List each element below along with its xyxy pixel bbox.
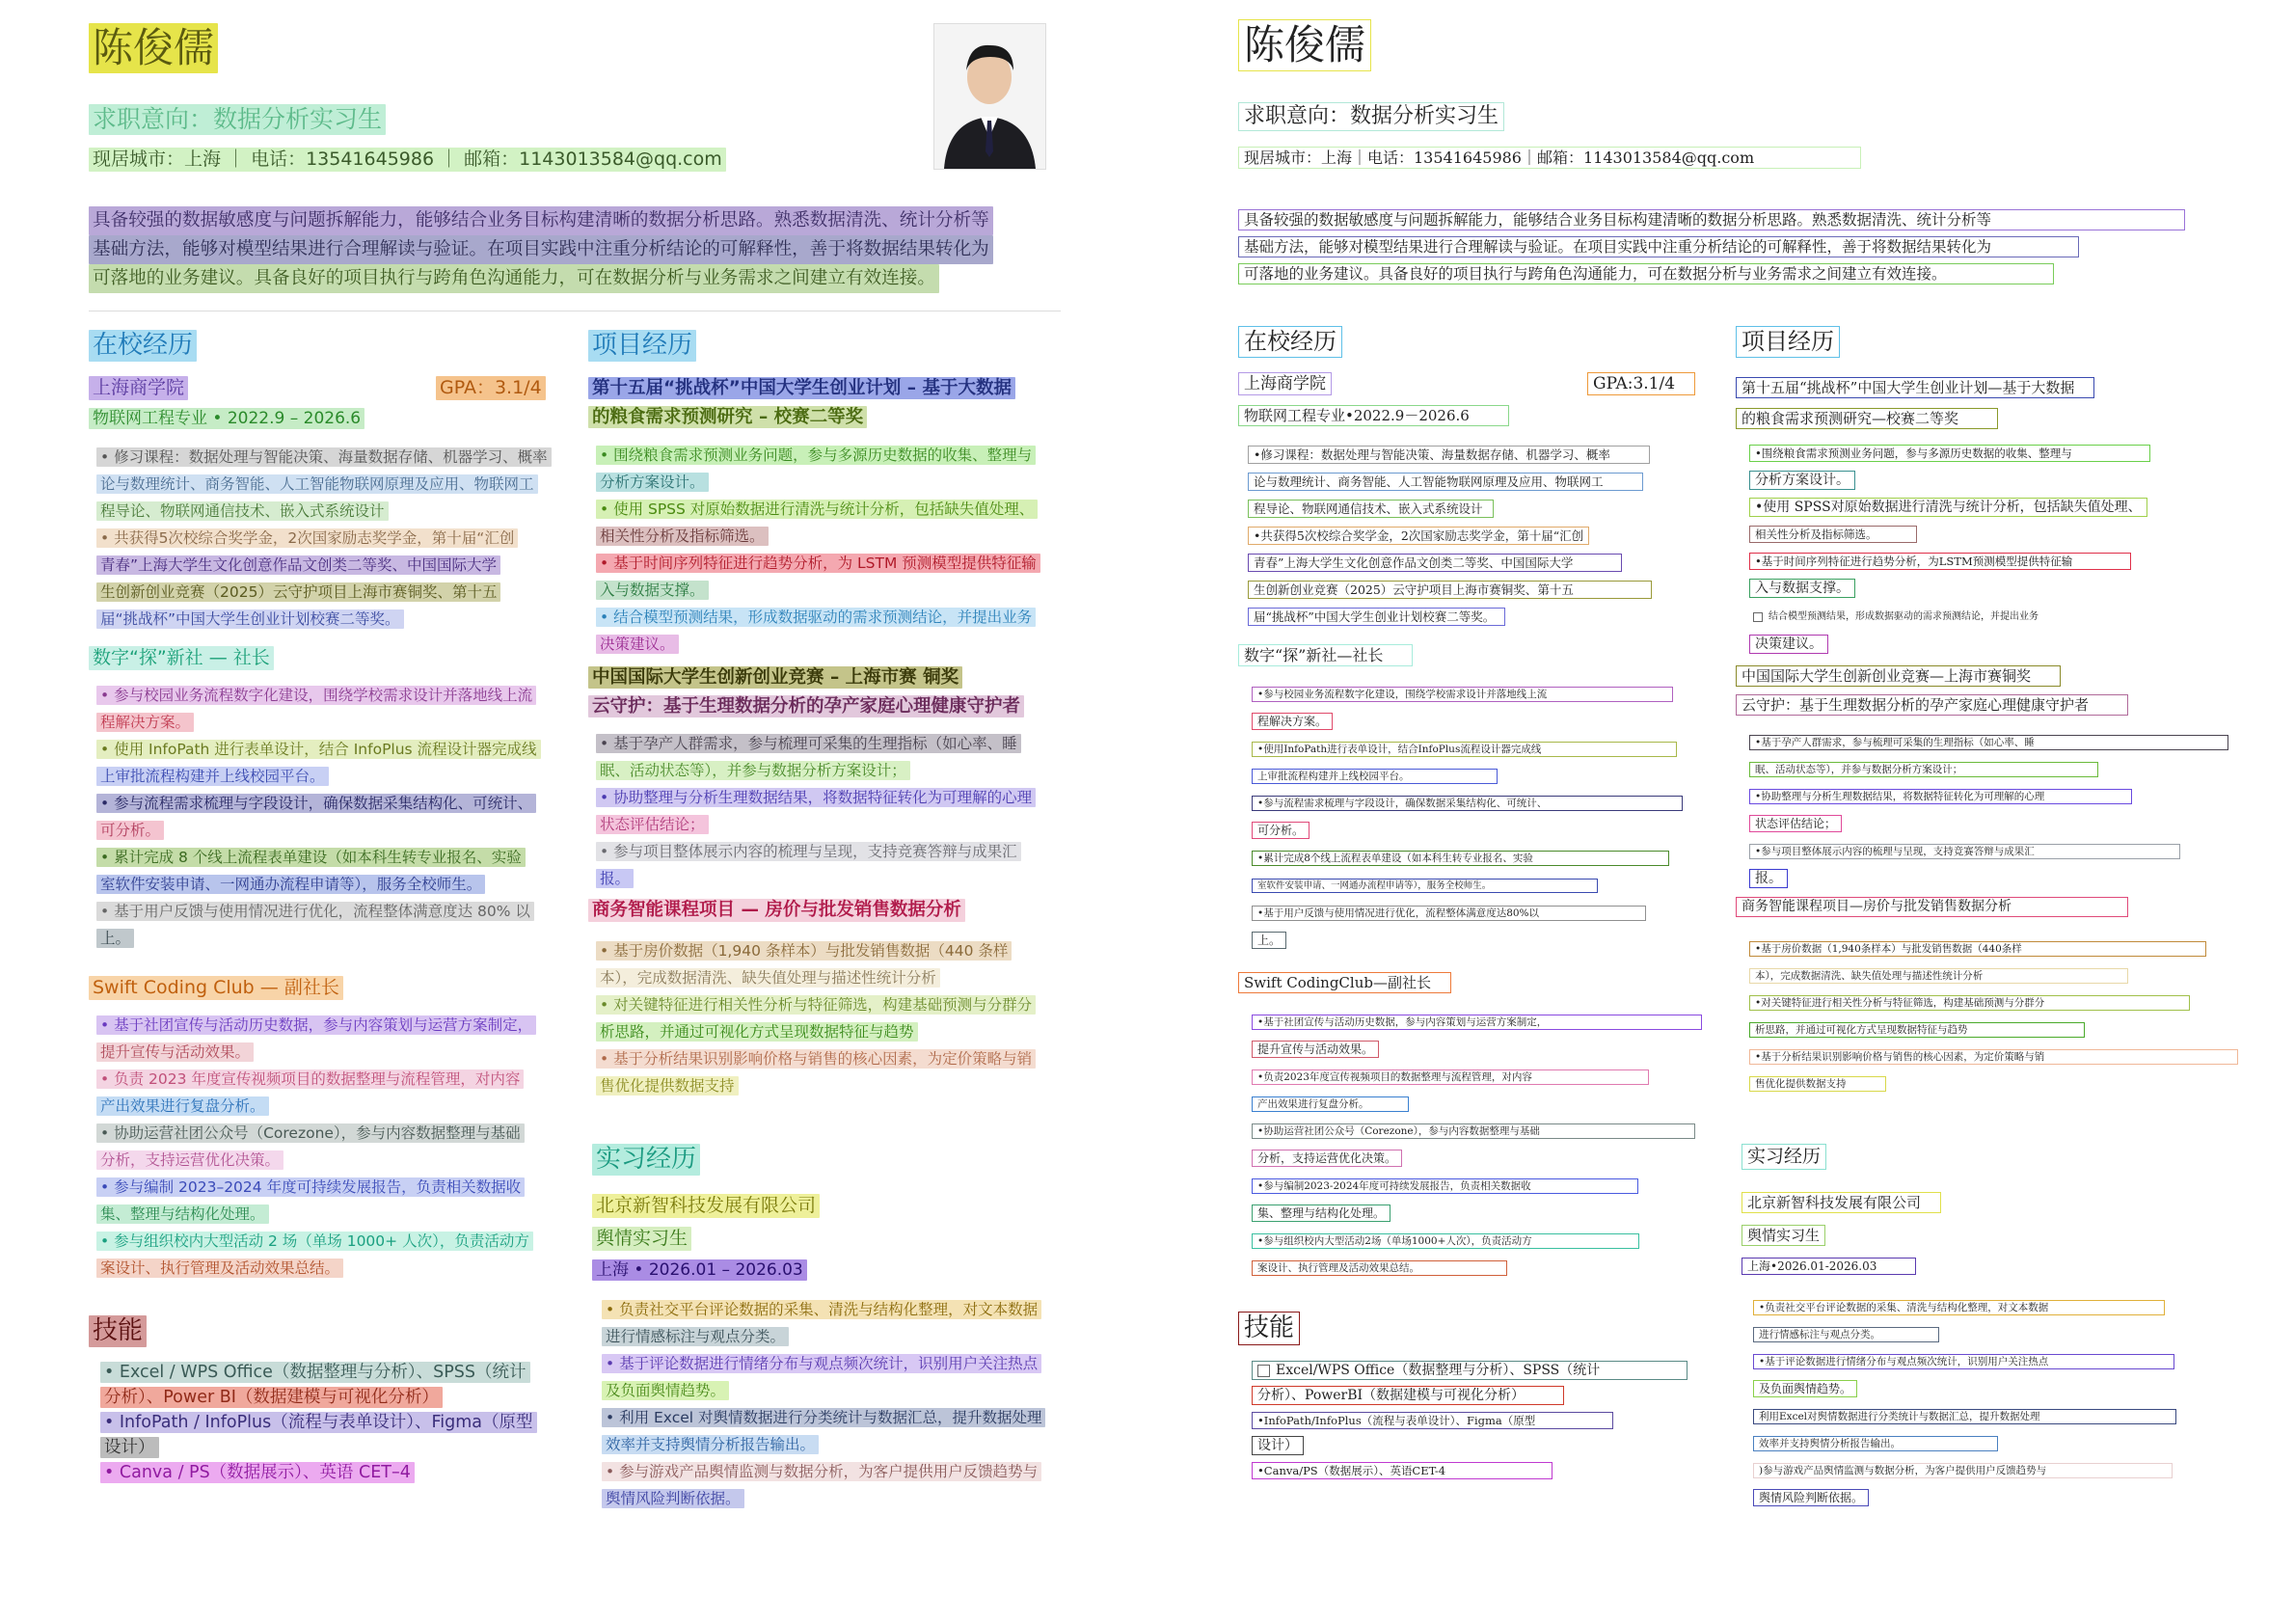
detail-line: 室软件安装申请、一网通办流程申请等），服务全校师生。	[96, 875, 485, 894]
project-title-line: 中国国际大学生创新创业竞赛 – 上海市赛 铜奖	[588, 666, 962, 689]
detail-line: 生创新创业竞赛（2025）云守护项目上海市赛铜奖、第十五	[96, 582, 500, 602]
detail-line: 决策建议。	[596, 635, 679, 654]
detail-line: 报。	[1749, 869, 1788, 888]
detail-line: 舆情风险判断依据。	[602, 1489, 744, 1508]
detail-line: • 基于孕产人群需求，参与梳理可采集的生理指标（如心率、睡	[596, 734, 1021, 753]
detail-line: •修习课程：数据处理与智能决策、海量数据存储、机器学习、概率	[1248, 446, 1650, 464]
detail-line: •负责2023年度宣传视频项目的数据整理与流程管理，对内容	[1252, 1069, 1649, 1085]
detail-line: • 围绕粮食需求预测业务问题，参与多源历史数据的收集、整理与	[596, 446, 1036, 465]
section-heading-project: 项目经历	[588, 330, 696, 362]
detail-line: • 负责 2023 年度宣传视频项目的数据整理与流程管理，对内容	[96, 1069, 524, 1089]
detail-text: 结合模型预测结果，形成数据驱动的需求预测结论，并提出业务	[1768, 611, 2038, 622]
summary-line: 基础方法，能够对模型结果进行合理解读与验证。在项目实践中注重分析结论的可解释性，善于将数据结果转化为	[1238, 236, 2079, 257]
detail-line: •累计完成8个线上流程表单建设（如本科生转专业报名、实验	[1252, 851, 1669, 866]
detail-line: • 共获得5次校综合奖学金，2次国家励志奖学金，第十届“汇创	[96, 528, 518, 548]
skill-line	[1252, 1361, 1688, 1380]
detail-line: • 参与游戏产品舆情监测与数据分析，为客户提供用户反馈趋势与	[602, 1462, 1041, 1481]
detail-line: 程解决方案。	[1252, 713, 1333, 730]
detail-line: • 基于分析结果识别影响价格与销售的核心因素，为定价策略与销	[596, 1049, 1036, 1069]
section-heading-intern: 实习经历	[592, 1144, 700, 1176]
detail-line: 产出效果进行复盘分析。	[96, 1096, 269, 1116]
detail-line: •对关键特征进行相关性分析与特征筛选，构建基础预测与分群分	[1749, 995, 2190, 1011]
detail-line: • 基于房价数据（1,940 条样本）与批发销售数据（440 条样	[596, 941, 1012, 961]
detail-line	[1749, 610, 2042, 623]
detail-line: 状态评估结论；	[596, 815, 709, 834]
club2-details	[96, 1012, 536, 1282]
contact-info: 现居城市：上海｜电话：13541645986｜邮箱：1143013584@qq.com	[1238, 147, 1861, 169]
skill-text: Excel/WPS Office（数据整理与分析）、SPSS（统计	[1276, 1363, 1601, 1378]
detail-line: 可分析。	[1252, 822, 1310, 839]
detail-line: • 对关键特征进行相关性分析与特征筛选，构建基础预测与分群分	[596, 995, 1036, 1015]
detail-line: 可分析。	[96, 821, 164, 840]
club1-details	[1252, 681, 1683, 955]
section-heading-intern: 实习经历	[1742, 1144, 1826, 1170]
detail-line: •负责社交平台评论数据的采集、清洗与结构化整理，对文本数据	[1753, 1300, 2165, 1315]
club2-title: Swift CodingClub—副社长	[1238, 972, 1451, 993]
detail-line: • 协助运营社团公众号（Corezone），参与内容数据整理与基础	[96, 1123, 525, 1143]
project2-title	[1736, 662, 2128, 719]
project3-title: 商务智能课程项目—房价与批发销售数据分析	[1736, 897, 2128, 917]
detail-line: 本），完成数据清洗、缺失值处理与描述性统计分析	[596, 968, 940, 988]
project1-title	[1736, 372, 2094, 434]
school-details	[96, 444, 552, 633]
skill-line: • InfoPath / InfoPlus（流程与表单设计）、Figma（原型	[100, 1412, 537, 1433]
school-name: 上海商学院	[1238, 372, 1332, 395]
detail-line: 决策建议。	[1749, 635, 1828, 654]
skill-line: •InfoPath/InfoPlus（流程与表单设计）、Figma（原型	[1252, 1412, 1613, 1429]
project1-details	[1749, 440, 2150, 658]
detail-line: 分析，支持运营优化决策。	[1252, 1150, 1402, 1167]
skill-line: 设计）	[100, 1437, 159, 1458]
skill-line: • Excel / WPS Office（数据整理与分析）、SPSS（统计	[100, 1362, 530, 1383]
detail-line: •基于分析结果识别影响价格与销售的核心因素，为定价策略与销	[1749, 1049, 2238, 1065]
detail-line: • 负责社交平台评论数据的采集、清洗与结构化整理，对文本数据	[602, 1300, 1041, 1319]
detail-line: •基于时间序列特征进行趋势分析，为LSTM预测模型提供特征输	[1749, 553, 2131, 570]
skill-line: 分析）、PowerBI（数据建模与可视化分析）	[1252, 1386, 1564, 1405]
intern-details	[1753, 1294, 2176, 1512]
detail-line: 青春”上海大学生文化创意作品文创类二等奖、中国国际大学	[96, 555, 500, 575]
detail-line: •基于用户反馈与使用情况进行优化，流程整体满意度达80%以	[1252, 906, 1646, 921]
detail-line: 集、整理与结构化处理。	[1252, 1204, 1390, 1222]
detail-line: • 修习课程：数据处理与智能决策、海量数据存储、机器学习、概率	[96, 447, 552, 467]
detail-line: • 参与组织校内大型活动 2 场（单场 1000+ 人次），负责活动方	[96, 1232, 533, 1251]
detail-line: 及负面舆情趋势。	[1753, 1380, 1857, 1397]
intern-details	[602, 1296, 1045, 1512]
detail-line: 上审批流程构建并上线校园平台。	[1252, 769, 1498, 784]
project-title-line: 的粮食需求预测研究—校赛二等奖	[1736, 408, 1998, 429]
section-heading-school: 在校经历	[1238, 326, 1342, 358]
section-heading-skills: 技能	[1238, 1312, 1300, 1345]
detail-line: •参与组织校内大型活动2场（单场1000+人次），负责活动方	[1252, 1233, 1639, 1249]
detail-line: • 参与流程需求梳理与字段设计，确保数据采集结构化、可统计、	[96, 794, 536, 813]
detail-line: •协助运营社团公众号（Corezone），参与内容数据整理与基础	[1252, 1123, 1695, 1139]
detail-line: 上。	[1252, 932, 1286, 949]
contact-info: 现居城市：上海 ｜ 电话：13541645986 ｜ 邮箱：1143013584@qq.com	[89, 148, 726, 172]
major-period: 物联网工程专业 • 2022.9 – 2026.6	[89, 408, 364, 429]
detail-line: 上审批流程构建并上线校园平台。	[96, 767, 329, 786]
detail-line: •参与项目整体展示内容的梳理与呈现，支持竞赛答辩与成果汇	[1749, 844, 2180, 859]
intern-date: 上海•2026.01-2026.03	[1742, 1258, 1916, 1275]
detail-line: 眠、活动状态等），并参与数据分析方案设计；	[596, 761, 910, 780]
skills-list	[100, 1360, 537, 1485]
intern-company: 北京新智科技发展有限公司	[1742, 1192, 1941, 1213]
club1-title: 数字“探”新社—社长	[1238, 644, 1413, 666]
portrait-photo-icon	[933, 23, 1046, 170]
detail-line: •使用InfoPath进行表单设计，结合InfoPlus流程设计器完成线	[1252, 742, 1677, 757]
detail-line: 案设计、执行管理及活动效果总结。	[96, 1259, 343, 1278]
detail-line: • 协助整理与分析生理数据结果，将数据特征转化为可理解的心理	[596, 788, 1036, 807]
detail-line: 届“挑战杯”中国大学生创业计划校赛二等奖。	[96, 609, 404, 629]
detail-line: 本），完成数据清洗、缺失值处理与描述性统计分析	[1749, 968, 2128, 984]
school-details	[1248, 442, 1652, 631]
skill-line: •Canva/PS（数据展示）、英语CET-4	[1252, 1462, 1552, 1479]
detail-line: 生创新创业竞赛（2025）云守护项目上海市赛铜奖、第十五	[1248, 581, 1652, 599]
detail-line: 届“挑战杯”中国大学生创业计划校赛二等奖。	[1248, 608, 1505, 626]
detail-line: 青春”上海大学生文化创意作品文创类二等奖、中国国际大学	[1248, 554, 1622, 572]
detail-line: 分析，支持运营优化决策。	[96, 1150, 284, 1170]
detail-line: •围绕粮食需求预测业务问题，参与多源历史数据的收集、整理与	[1749, 445, 2150, 462]
job-objective: 求职意向：数据分析实习生	[89, 104, 386, 135]
detail-line: • 累计完成 8 个线上流程表单建设（如本科生转专业报名、实验	[96, 848, 526, 867]
project-title-line: 中国国际大学生创新创业竞赛—上海市赛铜奖	[1736, 665, 2061, 687]
detail-line: •基于孕产人群需求，参与梳理可采集的生理指标（如心率、睡	[1749, 735, 2228, 750]
project-title-line: 第十五届“挑战杯”中国大学生创业计划—基于大数据	[1736, 377, 2094, 398]
project-title-line: 云守护：基于生理数据分析的孕产家庭心理健康守护者	[1736, 694, 2128, 716]
detail-line: • 参与校园业务流程数字化建设，围绕学校需求设计并落地线上流	[96, 686, 536, 705]
project3-title: 商务智能课程项目 — 房价与批发销售数据分析	[588, 899, 965, 922]
detail-line: • 参与编制 2023–2024 年度可持续发展报告，负责相关数据收	[96, 1177, 525, 1197]
summary-line: 具备较强的数据敏感度与问题拆解能力，能够结合业务目标构建清晰的数据分析思路。熟悉数据清洗、统计分析等	[1238, 209, 2185, 230]
summary-line: 可落地的业务建议。具备良好的项目执行与跨角色沟通能力，可在数据分析与业务需求之间建立有效连接。	[1238, 263, 2054, 284]
name-heading: 陈俊儒	[89, 23, 218, 73]
detail-line: 集、整理与结构化处理。	[96, 1204, 269, 1224]
detail-line: •共获得5次校综合奖学金，2次国家励志奖学金，第十届“汇创	[1248, 527, 1589, 545]
detail-line: • 基于社团宣传与活动历史数据，参与内容策划与运营方案制定，	[96, 1015, 536, 1035]
detail-line: 效率并支持舆情分析报告输出。	[602, 1435, 819, 1454]
detail-line: • 基于时间序列特征进行趋势分析，为 LSTM 预测模型提供特征输	[596, 554, 1040, 573]
major-period: 物联网工程专业•2022.9－2026.6	[1238, 405, 1509, 426]
detail-line: 论与数理统计、商务智能、人工智能物联网原理及应用、物联网工	[96, 474, 538, 494]
intern-date: 上海 • 2026.01 – 2026.03	[592, 1259, 807, 1281]
detail-line: 分析方案设计。	[1749, 471, 1855, 490]
detail-line: 析思路，并通过可视化方式呈现数据特征与趋势	[1749, 1022, 2085, 1038]
detail-line: 相关性分析及指标筛选。	[596, 527, 769, 546]
project3-details	[1749, 935, 2238, 1097]
project3-details	[596, 937, 1036, 1099]
detail-line: 眠、活动状态等），并参与数据分析方案设计；	[1749, 762, 2098, 777]
project-title-line: 第十五届“挑战杯”中国大学生创业计划 – 基于大数据	[588, 377, 1015, 399]
detail-line: 提升宣传与活动效果。	[96, 1042, 254, 1062]
skill-line: • Canva / PS（数据展示）、英语 CET–4	[100, 1462, 415, 1483]
project2-title	[588, 663, 1024, 721]
checkbox-icon	[1257, 1365, 1270, 1377]
detail-line: •基于评论数据进行情绪分布与观点频次统计，识别用户关注热点	[1753, 1354, 2174, 1369]
detail-line: •协助整理与分析生理数据结果，将数据特征转化为可理解的心理	[1749, 789, 2132, 804]
intern-company: 北京新智科技发展有限公司	[592, 1194, 820, 1218]
detail-line: 析思路，并通过可视化方式呈现数据特征与趋势	[596, 1022, 918, 1042]
detail-line: 程导论、物联网通信技术、嵌入式系统设计	[96, 501, 389, 521]
skills-list	[1252, 1358, 1688, 1483]
project1-details	[596, 442, 1040, 658]
detail-line: 论与数理统计、商务智能、人工智能物联网原理及应用、物联网工	[1248, 473, 1643, 491]
section-heading-school: 在校经历	[89, 330, 197, 362]
detail-line: 入与数据支撑。	[596, 581, 709, 600]
detail-line: • 基于评论数据进行情绪分布与观点频次统计，识别用户关注热点	[602, 1354, 1041, 1373]
detail-line: 案设计、执行管理及活动效果总结。	[1252, 1260, 1507, 1276]
detail-line: 提升宣传与活动效果。	[1252, 1041, 1379, 1058]
summary-paragraph	[1238, 206, 2185, 287]
summary-line: 具备较强的数据敏感度与问题拆解能力，能够结合业务目标构建清晰的数据分析思路。熟悉数据清洗、统计分析等	[89, 206, 993, 235]
detail-line: •参与流程需求梳理与字段设计，确保数据采集结构化、可统计、	[1252, 796, 1683, 811]
summary-line: 可落地的业务建议。具备良好的项目执行与跨角色沟通能力，可在数据分析与业务需求之间建立有效连接。	[89, 264, 939, 293]
detail-line: 售优化提供数据支持	[1749, 1076, 1886, 1092]
detail-line: 状态评估结论；	[1749, 815, 1842, 832]
club2-title: Swift Coding Club — 副社长	[89, 976, 343, 1000]
section-heading-skills: 技能	[89, 1315, 147, 1347]
intern-role: 舆情实习生	[1742, 1225, 1825, 1246]
club1-details	[96, 682, 541, 952]
detail-line: •基于房价数据（1,940条样本）与批发销售数据（440条样	[1749, 941, 2206, 957]
detail-line: 室软件安装申请、一网通办流程申请等），服务全校师生。	[1252, 879, 1598, 893]
detail-line: • 基于用户反馈与使用情况进行优化，流程整体满意度达 80% 以	[96, 902, 534, 921]
detail-line: • 结合模型预测结果，形成数据驱动的需求预测结论，并提出业务	[596, 608, 1036, 627]
skill-line: 分析）、Power BI（数据建模与可视化分析）	[100, 1387, 443, 1408]
detail-line: •基于社团宣传与活动历史数据，参与内容策划与运营方案制定，	[1252, 1015, 1702, 1030]
job-objective: 求职意向：数据分析实习生	[1238, 102, 1504, 131]
gpa-value: GPA:3.1/4	[1587, 372, 1695, 395]
detail-line: 相关性分析及指标筛选。	[1749, 526, 1917, 543]
detail-line: 上。	[96, 929, 134, 948]
detail-line: 分析方案设计。	[596, 473, 709, 492]
detail-line: 及负面舆情趋势。	[602, 1381, 729, 1400]
project2-details	[1749, 729, 2228, 893]
gpa-value: GPA：3.1/4	[436, 376, 546, 400]
checkbox-icon	[1753, 612, 1763, 622]
detail-line: 程导论、物联网通信技术、嵌入式系统设计	[1248, 500, 1494, 518]
detail-line: 利用Excel对舆情数据进行分类统计与数据汇总，提升数据处理	[1753, 1409, 2176, 1424]
detail-line: 效率并支持舆情分析报告输出。	[1753, 1436, 1998, 1451]
summary-line: 基础方法，能够对模型结果进行合理解读与验证。在项目实践中注重分析结论的可解释性，善于将数据结果转化为	[89, 235, 993, 264]
club2-details	[1252, 1009, 1702, 1282]
club1-title: 数字“探”新社 — 社长	[89, 646, 274, 670]
section-heading-project: 项目经历	[1736, 326, 1840, 358]
detail-line: )参与游戏产品舆情监测与数据分析，为客户提供用户反馈趋势与	[1753, 1463, 2173, 1478]
intern-role: 舆情实习生	[592, 1227, 691, 1251]
detail-line: • 使用 SPSS 对原始数据进行清洗与统计分析，包括缺失值处理、	[596, 500, 1038, 519]
detail-line: •使用 SPSS对原始数据进行清洗与统计分析，包括缺失值处理、	[1749, 498, 2147, 517]
detail-line: • 使用 InfoPath 进行表单设计，结合 InfoPlus 流程设计器完成线	[96, 740, 541, 759]
skill-line: 设计）	[1252, 1436, 1304, 1455]
detail-line: • 利用 Excel 对舆情数据进行分类统计与数据汇总，提升数据处理	[602, 1408, 1045, 1427]
detail-line: 产出效果进行复盘分析。	[1252, 1096, 1409, 1112]
detail-line: •参与编制2023-2024年度可持续发展报告，负责相关数据收	[1252, 1178, 1638, 1194]
school-name: 上海商学院	[89, 376, 188, 400]
detail-line: 舆情风险判断依据。	[1753, 1489, 1869, 1506]
detail-line: 进行情感标注与观点分类。	[602, 1327, 789, 1346]
detail-line: 程解决方案。	[96, 713, 194, 732]
detail-line: 入与数据支撑。	[1749, 579, 1855, 598]
summary-paragraph	[89, 206, 993, 293]
project1-title	[588, 374, 1015, 432]
detail-line: 售优化提供数据支持	[596, 1076, 739, 1096]
detail-line: 进行情感标注与观点分类。	[1753, 1327, 1939, 1342]
project2-details	[596, 730, 1036, 892]
name-heading: 陈俊儒	[1238, 19, 1371, 71]
detail-line: •参与校园业务流程数字化建设，围绕学校需求设计并落地线上流	[1252, 687, 1673, 702]
project-title-line: 的粮食需求预测研究 – 校赛二等奖	[588, 406, 867, 428]
detail-line: • 参与项目整体展示内容的梳理与呈现，支持竞赛答辩与成果汇	[596, 842, 1021, 861]
detail-line: 报。	[596, 869, 634, 888]
project-title-line: 云守护：基于生理数据分析的孕产家庭心理健康守护者	[588, 695, 1024, 717]
